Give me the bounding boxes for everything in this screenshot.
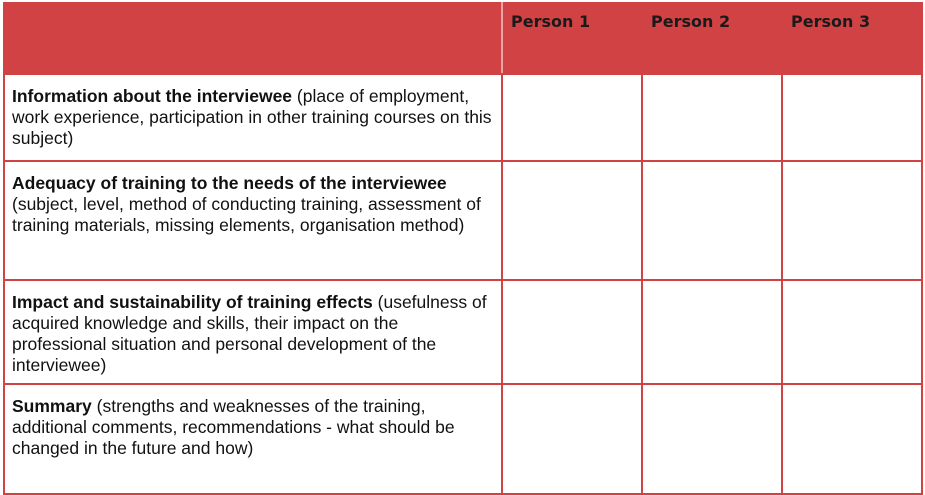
row-description: (place of employment, work experience, participation in other training courses on this subject) [12, 86, 492, 148]
person-2-cell[interactable] [642, 384, 782, 494]
row-title: Impact and sustainability of training effects [12, 292, 373, 312]
column-header-person-3: Person 3 [782, 3, 922, 74]
row-description: (subject, level, method of conducting training, assessment of training materials, missing elements, organisation method) [12, 194, 481, 235]
table-row [4, 384, 922, 494]
column-header-person-1: Person 1 [502, 3, 642, 74]
row-description: (strengths and weaknesses of the training, additional comments, recommendations - what should be changed in the future and how) [12, 396, 455, 458]
row-title: Information about the interviewee [12, 86, 293, 106]
row-label-cell [4, 384, 502, 494]
header-corner-cell [4, 3, 502, 74]
row-title: Summary [12, 396, 92, 416]
person-3-cell[interactable] [782, 161, 922, 280]
table-row [4, 74, 922, 161]
row-description: (usefulness of acquired knowledge and skills, their impact on the professional situation and personal development of the interviewee) [12, 292, 487, 375]
person-2-cell[interactable] [642, 161, 782, 280]
table-row [4, 161, 922, 280]
table-row [4, 280, 922, 384]
row-label-cell [4, 74, 502, 161]
column-header-person-2: Person 2 [642, 3, 782, 74]
person-1-cell[interactable] [502, 74, 642, 161]
person-1-cell[interactable] [502, 384, 642, 494]
person-2-cell[interactable] [642, 280, 782, 384]
person-3-cell[interactable] [782, 280, 922, 384]
header-row [4, 3, 922, 74]
row-label-cell [4, 161, 502, 280]
person-1-cell[interactable] [502, 161, 642, 280]
person-3-cell[interactable] [782, 74, 922, 161]
person-3-cell[interactable] [782, 384, 922, 494]
person-1-cell[interactable] [502, 280, 642, 384]
row-title: Adequacy of training to the needs of the interviewee [12, 173, 447, 193]
person-2-cell[interactable] [642, 74, 782, 161]
row-label-cell [4, 280, 502, 384]
interview-evaluation-table [3, 2, 923, 495]
